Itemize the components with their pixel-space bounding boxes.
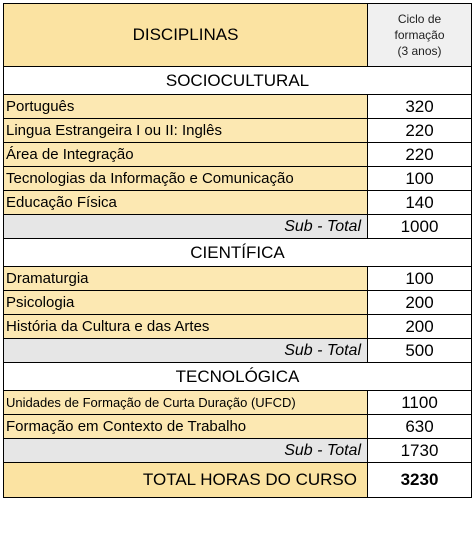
table-row [4,291,472,315]
discipline-name: Educação Física [4,191,368,215]
curriculum-table-container [3,3,471,498]
total-value: 3230 [368,463,472,498]
table-row [4,167,472,191]
subtotal-label: Sub - Total [4,439,368,463]
table-row [4,119,472,143]
table-row [4,391,472,415]
discipline-hours: 200 [368,291,472,315]
table-row [4,143,472,167]
ciclo-header-line2: formação [394,28,445,42]
discipline-name: História da Cultura e das Artes [4,315,368,339]
discipline-hours: 200 [368,315,472,339]
discipline-name: Unidades de Formação de Curta Duração (UFCD) [4,391,368,415]
table-row [4,315,472,339]
subtotal-row-tecnologica [4,439,472,463]
discipline-hours: 220 [368,119,472,143]
discipline-hours: 100 [368,167,472,191]
ciclo-header-line1: Ciclo de [397,12,442,26]
subtotal-value: 1730 [368,439,472,463]
subtotal-value: 500 [368,339,472,363]
subtotal-label: Sub - Total [4,339,368,363]
subtotal-value: 1000 [368,215,472,239]
section-row-tecnologica [4,363,472,391]
discipline-name: Dramaturgia [4,267,368,291]
discipline-hours: 100 [368,267,472,291]
ciclo-header-line3: (3 anos) [397,44,442,58]
discipline-hours: 630 [368,415,472,439]
discipline-hours: 140 [368,191,472,215]
table-row [4,415,472,439]
discipline-name: Lingua Estrangeira I ou II: Inglês [4,119,368,143]
section-title-tecnologica: TECNOLÓGICA [4,363,472,391]
total-label: TOTAL HORAS DO CURSO [4,463,368,498]
discipline-name: Psicologia [4,291,368,315]
discipline-hours: 1100 [368,391,472,415]
disciplinas-header: DISCIPLINAS [4,4,368,67]
discipline-name: Formação em Contexto de Trabalho [4,415,368,439]
discipline-name: Português [4,95,368,119]
header-row [4,4,472,67]
section-title-cientifica: CIENTÍFICA [4,239,472,267]
section-row-cientifica [4,239,472,267]
subtotal-row-sociocultural [4,215,472,239]
table-row [4,191,472,215]
discipline-hours: 220 [368,143,472,167]
subtotal-label: Sub - Total [4,215,368,239]
ciclo-header [368,4,472,67]
discipline-hours: 320 [368,95,472,119]
subtotal-row-cientifica [4,339,472,363]
discipline-name: Área de Integração [4,143,368,167]
curriculum-table [3,3,472,498]
table-row [4,267,472,291]
section-row-sociocultural [4,67,472,95]
section-title-sociocultural: SOCIOCULTURAL [4,67,472,95]
total-row [4,463,472,498]
table-row [4,95,472,119]
discipline-name: Tecnologias da Informação e Comunicação [4,167,368,191]
